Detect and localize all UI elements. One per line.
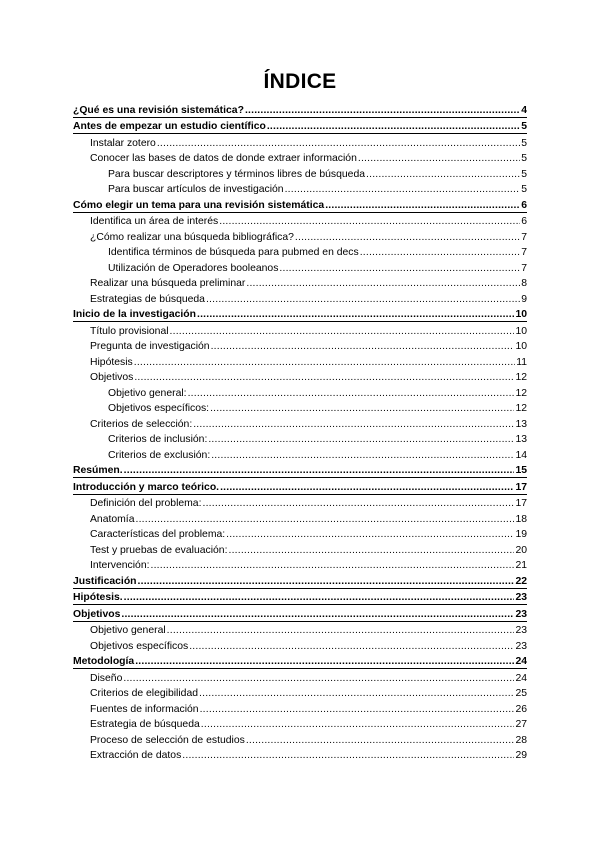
toc-dot-leader bbox=[134, 356, 515, 369]
toc-entry[interactable] bbox=[73, 653, 527, 670]
toc-page-number: 21 bbox=[515, 560, 527, 571]
toc-page-number: 5 bbox=[521, 121, 527, 132]
toc-entry[interactable] bbox=[73, 700, 527, 716]
toc-entry-title: Criterios de exclusión: bbox=[108, 449, 211, 461]
toc-dot-leader bbox=[211, 340, 515, 353]
toc-dot-leader bbox=[135, 513, 514, 526]
toc-dot-leader bbox=[182, 749, 514, 762]
toc-dot-leader bbox=[188, 387, 515, 400]
toc-entry[interactable] bbox=[73, 557, 527, 573]
toc-dot-leader bbox=[228, 544, 514, 557]
toc-entry[interactable] bbox=[73, 716, 527, 732]
toc-entry[interactable] bbox=[73, 150, 527, 166]
toc-dot-leader bbox=[295, 231, 520, 244]
toc-dot-leader bbox=[219, 215, 520, 228]
toc-entry-title: Identifica un área de interés bbox=[90, 216, 219, 227]
toc-entry-title: Objetivos específicos bbox=[90, 640, 189, 652]
toc-entry[interactable] bbox=[73, 353, 527, 369]
toc-page-number: 17 bbox=[515, 481, 527, 493]
toc-dot-leader bbox=[206, 293, 520, 306]
toc-entry-title: Objetivo general bbox=[90, 625, 166, 636]
toc-page-number: 25 bbox=[515, 688, 527, 699]
toc-dot-leader bbox=[211, 449, 514, 462]
toc-page-number: 23 bbox=[515, 640, 527, 652]
toc-entry-title: Objetivos bbox=[90, 372, 134, 383]
toc-entry[interactable] bbox=[73, 134, 527, 150]
table-of-contents bbox=[73, 101, 527, 762]
toc-entry-title: Justificación bbox=[73, 575, 137, 587]
toc-entry-title: Metodología bbox=[73, 656, 135, 667]
toc-page-number: 12 bbox=[515, 372, 527, 383]
toc-entry-title: Características del problema: bbox=[90, 529, 226, 540]
toc-entry-title: Resúmen. bbox=[73, 465, 123, 476]
toc-dot-leader bbox=[193, 418, 514, 431]
toc-page-number: 10 bbox=[515, 309, 527, 320]
toc-entry-title: Hipótesis bbox=[90, 356, 133, 368]
toc-entry-title: Cómo elegir un tema para una revisión sistemática bbox=[73, 199, 325, 211]
toc-entry[interactable] bbox=[73, 431, 527, 447]
toc-entry[interactable] bbox=[73, 181, 527, 197]
toc-dot-leader bbox=[366, 168, 520, 181]
toc-page-number: 27 bbox=[515, 719, 527, 730]
toc-page-number: 20 bbox=[515, 544, 527, 556]
toc-entry-title: Estrategias de búsqueda bbox=[90, 293, 205, 305]
toc-page-number: 24 bbox=[515, 656, 527, 667]
toc-page-number: 13 bbox=[515, 434, 527, 445]
toc-page-number: 7 bbox=[521, 231, 527, 243]
toc-dot-leader bbox=[135, 655, 514, 668]
toc-dot-leader bbox=[220, 481, 514, 494]
page-title: ÍNDICE bbox=[263, 70, 337, 93]
toc-entry-title: ¿Cómo realizar una búsqueda bibliográfica? bbox=[90, 231, 294, 243]
toc-page-number: 17 bbox=[515, 498, 527, 509]
toc-page-number: 8 bbox=[521, 278, 527, 289]
toc-dot-leader bbox=[170, 325, 515, 338]
toc-dot-leader bbox=[246, 734, 515, 747]
toc-page-number: 9 bbox=[521, 293, 527, 305]
toc-entry-title: Pregunta de investigación bbox=[90, 341, 210, 352]
toc-page-number: 6 bbox=[521, 216, 527, 227]
toc-entry[interactable] bbox=[73, 622, 527, 638]
toc-page-number: 5 bbox=[521, 184, 527, 195]
toc-dot-leader bbox=[285, 183, 521, 196]
toc-page-number: 23 bbox=[515, 592, 527, 603]
toc-page-number: 23 bbox=[515, 608, 527, 620]
toc-entry[interactable] bbox=[73, 213, 527, 229]
toc-dot-leader bbox=[226, 528, 514, 541]
toc-entry-title: Para buscar descriptores y términos libres de búsqueda bbox=[108, 168, 366, 180]
toc-page-number: 12 bbox=[515, 403, 527, 414]
toc-entry[interactable] bbox=[73, 196, 527, 213]
toc-entry[interactable] bbox=[73, 747, 527, 763]
toc-entry-title: Realizar una búsqueda preliminar bbox=[90, 278, 246, 289]
toc-page-number: 18 bbox=[515, 513, 527, 525]
toc-entry[interactable] bbox=[73, 589, 527, 606]
toc-entry[interactable] bbox=[73, 605, 527, 622]
toc-entry[interactable] bbox=[73, 495, 527, 511]
toc-page-number: 6 bbox=[521, 199, 527, 211]
toc-entry-title: Proceso de selección de estudios bbox=[90, 734, 245, 746]
toc-dot-leader bbox=[360, 246, 521, 259]
toc-entry-title: Intervención: bbox=[90, 560, 150, 571]
toc-page-number: 4 bbox=[521, 104, 527, 116]
toc-dot-leader bbox=[245, 104, 520, 117]
toc-entry-title: Criterios de inclusión: bbox=[108, 434, 208, 445]
toc-dot-leader bbox=[199, 687, 514, 700]
toc-entry[interactable] bbox=[73, 384, 527, 400]
toc-entry[interactable] bbox=[73, 669, 527, 685]
toc-entry-title: ¿Qué es una revisión sistemática? bbox=[73, 104, 244, 116]
toc-entry[interactable] bbox=[73, 369, 527, 385]
toc-entry-title: Hipótesis. bbox=[73, 592, 123, 603]
toc-dot-leader bbox=[134, 371, 514, 384]
toc-page-number: 23 bbox=[515, 625, 527, 636]
toc-dot-leader bbox=[358, 152, 520, 165]
toc-entry-title: Estrategia de búsqueda bbox=[90, 719, 200, 730]
toc-page-number: 26 bbox=[515, 703, 527, 715]
toc-entry-title: Definición del problema: bbox=[90, 498, 202, 509]
toc-entry[interactable] bbox=[73, 541, 527, 557]
toc-page-number: 7 bbox=[521, 247, 527, 258]
toc-page-number: 13 bbox=[515, 418, 527, 430]
toc-entry-title: Test y pruebas de evaluación: bbox=[90, 544, 228, 556]
toc-page-number: 28 bbox=[515, 734, 527, 746]
toc-entry-title: Introducción y marco teórico. bbox=[73, 481, 220, 493]
toc-entry[interactable] bbox=[73, 306, 527, 323]
toc-page-number: 22 bbox=[515, 575, 527, 587]
toc-dot-leader bbox=[123, 672, 514, 685]
toc-page-number: 10 bbox=[515, 325, 527, 337]
toc-entry[interactable] bbox=[73, 462, 527, 479]
toc-entry-title: Anatomía bbox=[90, 513, 135, 525]
toc-entry-title: Objetivo general: bbox=[108, 387, 187, 399]
toc-dot-leader bbox=[246, 277, 520, 290]
toc-entry[interactable] bbox=[73, 637, 527, 653]
toc-page-number: 19 bbox=[515, 529, 527, 540]
toc-dot-leader bbox=[124, 464, 515, 477]
toc-page-number: 10 bbox=[515, 341, 527, 352]
toc-entry-title: Diseño bbox=[90, 672, 123, 684]
toc-dot-leader bbox=[157, 137, 520, 150]
toc-page-number: 7 bbox=[521, 262, 527, 274]
toc-entry-title: Extracción de datos bbox=[90, 750, 182, 761]
toc-entry[interactable] bbox=[73, 338, 527, 354]
toc-entry[interactable] bbox=[73, 228, 527, 244]
toc-page-number: 12 bbox=[515, 387, 527, 399]
toc-entry-title: Objetivos específicos: bbox=[108, 403, 210, 414]
toc-entry-title: Criterios de elegibilidad bbox=[90, 688, 199, 699]
toc-entry-title: Utilización de Operadores booleanos bbox=[108, 262, 279, 274]
toc-entry-title: Inicio de la investigación bbox=[73, 309, 196, 320]
toc-entry[interactable] bbox=[73, 400, 527, 416]
toc-entry[interactable] bbox=[73, 101, 527, 118]
toc-entry-title: Objetivos bbox=[73, 608, 121, 620]
toc-entry[interactable] bbox=[73, 731, 527, 747]
toc-entry[interactable] bbox=[73, 446, 527, 462]
toc-entry-title: Criterios de selección: bbox=[90, 418, 193, 430]
toc-entry-title: Conocer las bases de datos de donde extraer información bbox=[90, 153, 357, 164]
toc-dot-leader bbox=[202, 497, 514, 510]
toc-entry[interactable] bbox=[73, 259, 527, 275]
toc-page-number: 5 bbox=[521, 168, 527, 180]
toc-entry[interactable] bbox=[73, 165, 527, 181]
toc-entry[interactable] bbox=[73, 478, 527, 495]
toc-entry-title: Antes de empezar un estudio científico bbox=[73, 121, 266, 132]
toc-dot-leader bbox=[200, 703, 515, 716]
toc-entry[interactable] bbox=[73, 685, 527, 701]
toc-dot-leader bbox=[267, 120, 520, 133]
toc-dot-leader bbox=[210, 402, 514, 415]
toc-page-number: 29 bbox=[515, 750, 527, 761]
toc-page-number: 14 bbox=[515, 449, 527, 461]
toc-dot-leader bbox=[197, 308, 514, 321]
toc-entry-title: Para buscar artículos de investigación bbox=[108, 184, 284, 195]
toc-entry[interactable] bbox=[73, 275, 527, 291]
toc-page-number: 15 bbox=[515, 465, 527, 476]
toc-entry[interactable] bbox=[73, 290, 527, 306]
toc-dot-leader bbox=[325, 199, 520, 212]
toc-dot-leader bbox=[124, 591, 515, 604]
toc-entry[interactable] bbox=[73, 572, 527, 589]
toc-entry[interactable] bbox=[73, 510, 527, 526]
toc-entry-title: Título provisional bbox=[90, 325, 169, 337]
toc-dot-leader bbox=[121, 608, 514, 621]
toc-dot-leader bbox=[151, 559, 515, 572]
toc-entry[interactable] bbox=[73, 526, 527, 542]
toc-dot-leader bbox=[279, 262, 520, 275]
toc-entry-title: Fuentes de información bbox=[90, 703, 199, 715]
toc-entry-title: Instalar zotero bbox=[90, 137, 156, 149]
toc-page-number: 11 bbox=[516, 356, 527, 368]
toc-dot-leader bbox=[167, 624, 515, 637]
toc-page-number: 5 bbox=[521, 153, 527, 164]
toc-dot-leader bbox=[138, 575, 515, 588]
toc-page-number: 5 bbox=[521, 137, 527, 149]
toc-entry[interactable] bbox=[73, 415, 527, 431]
toc-dot-leader bbox=[208, 433, 514, 446]
toc-dot-leader bbox=[201, 718, 515, 731]
toc-dot-leader bbox=[189, 640, 514, 653]
toc-entry[interactable] bbox=[73, 118, 527, 135]
toc-entry-title: Identifica términos de búsqueda para pubmed en decs bbox=[108, 247, 359, 258]
toc-page-number: 24 bbox=[515, 672, 527, 684]
toc-entry[interactable] bbox=[73, 244, 527, 260]
toc-entry[interactable] bbox=[73, 322, 527, 338]
